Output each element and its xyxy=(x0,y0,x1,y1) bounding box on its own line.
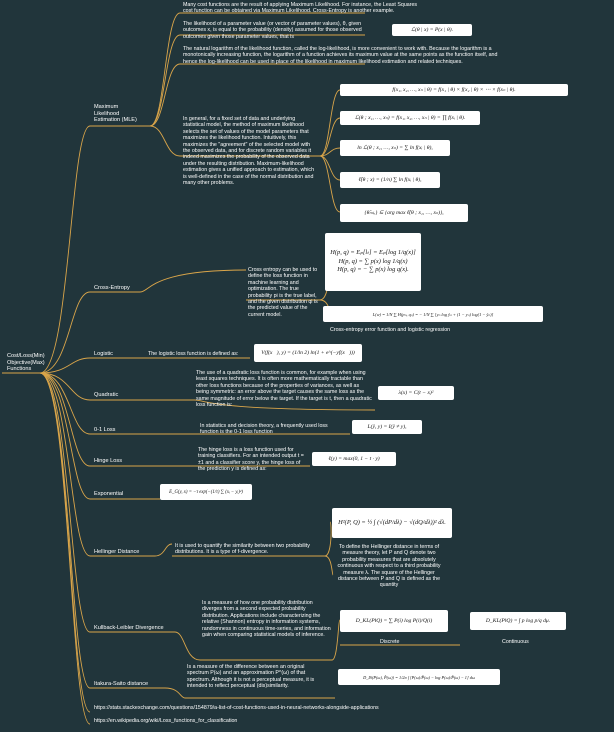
itakura-saito-label: Itakura-Saito distance xyxy=(94,681,149,687)
cross-entropy-caption: Cross-entropy error function and logistic regression xyxy=(330,327,451,333)
root-label: Cost/Loss(Min) Objective(Max) Functions xyxy=(7,353,45,373)
formula-cross-entropy: H(p, q) = Eₚ[lₜ] = Eₚ[log 1/q(x)] H(p, q) = ∑ p(x) log 1/q(x) H(p, q) = − ∑ p(x) log q(x). xyxy=(325,233,421,291)
formula-logistic: V(f(x⃗), y) = (1/ln 2) ln(1 + e^(−yf(x⃗))) xyxy=(254,344,362,362)
itakura-saito-note: Is a measure of the difference between an original spectrum P(ω) and an approximation P^(ω) of that spectrum. Although it is not a perceptual measure, it is intended to reflect perceptual (dis)similarity. xyxy=(187,664,315,690)
kl-discrete-label: Discrete xyxy=(380,639,400,645)
formula-cross-entropy-logistic: L(w) = 1/N ∑ H(pₙ, qₙ) = − 1/N ∑ [yₙ log ŷₙ + (1 − yₙ) log(1 − ŷₙ)] xyxy=(323,306,543,322)
mle-note-likelihood: The likelihood of a parameter value (or vector of parameter values), θ, given outcomes x, is equal to the probability (density) assumed for those observed outcomes given those parameter values, that is xyxy=(183,21,362,40)
formula-quadratic: λ(x) = C(t − x)² xyxy=(378,386,454,400)
zero-one-loss-note: In statistics and decision theory, a frequently used loss function is the 0-1 loss function xyxy=(200,423,328,436)
cross-entropy-note: Cross entropy can be used to define the loss function in machine learning and optimization. The true probability pi is the true label, and the given distribution qi is the predicted value of the current model. xyxy=(248,267,318,318)
mle-note-general: In general, for a fixed set of data and underlying statistical model, the method of maximum likelihood selects the set of values of the model parameters that maximizes the likelihood function. Intuitively, this maximizes the "agreement" of the selected model with the observed data, and for discrete random variables it indeed maximizes the probability of the observed data under the resulting distribution. Maximum-likelihood estimation gives a unified approach to estimation, which is well-defined in the case of the normal distribution and many other problems. xyxy=(183,116,315,187)
formula-exponential: E_G(y, x) = −τ exp(−(1/τ) ∑ (xᵢ − yᵢ)²) xyxy=(160,484,252,500)
hellinger-note-measure-theory: To define the Hellinger distance in terms of measure theory, let P and Q denote two probability measures that are absolutely continuous with respect to a third probability measure λ. The square of the Hellinger distance between P and Q is defined as the quantity xyxy=(337,544,441,589)
quadratic-note: The use of a quadratic loss function is common, for example when using least squares techniques. It is often more mathematically tractable than other loss functions because of the properties of variances, as well as being symmetric: an error above the target causes the same loss as the same magnitude of error below the target. If the target is t, then a quadratic loss function is: xyxy=(196,370,372,409)
mle-label: Maximum Likelihood Estimation (MLE) xyxy=(94,104,137,124)
formula-itakura-saito: D_IS(P(ω), P̂(ω)) = 1/2π ∫ [P(ω)/P̂(ω) − log P(ω)/P̂(ω) − 1] dω xyxy=(338,669,500,685)
formula-kl-discrete: D_KL(P‖Q) = ∑ P(i) log P(i)/Q(i) xyxy=(340,610,448,632)
hellinger-label: Hellinger Distance xyxy=(94,549,140,555)
formula-likelihood: ℒ(θ | x) = P(x | θ). xyxy=(392,24,472,36)
mle-note-cost-functions: Many cost functions are the result of applying Maximum Likelihood. For instance, the Least Squares cost function can be obtained via Maximum Likelihood. Cross-Entropy is another example. xyxy=(183,2,418,15)
hellinger-note: It is used to quantify the similarity between two probability distributions. It is a type of f-divergence. xyxy=(175,543,310,556)
formula-log-likelihood: ln ℒ(θ ; x₁, …, xₙ) = ∑ ln f(xᵢ | θ), xyxy=(340,140,450,156)
logistic-label: Logistic xyxy=(94,351,113,357)
formula-kl-continuous: D_KL(P‖Q) = ∫ p log p/q dμ. xyxy=(470,612,566,630)
kl-continuous-label: Continuous xyxy=(502,639,529,645)
hinge-loss-label: Hinge Loss xyxy=(94,458,122,464)
formula-mle-argmax: {θ̂ₘₗₑ} ⊆ {arg max ℓ̂(θ ; x₁, …, xₙ)}, xyxy=(340,204,468,222)
zero-one-loss-label: 0-1 Loss xyxy=(94,427,116,433)
formula-hellinger: H²(P, Q) = ½ ∫ (√(dP/dλ) − √(dQ/dλ))² dλ. xyxy=(332,508,452,538)
mle-note-log-likelihood: The natural logarithm of the likelihood function, called the log-likelihood, is more convenient to work with. Because the logarithm is a monotonically increasing function, the logarithm of a function achieves its maximum value at the same points as the function itself, and hence the log-likelihood can be used in place of the likelihood in maximum likelihood estimation and related techniques. xyxy=(183,46,498,65)
formula-joint-density: f(x₁, x₂, …, xₙ | θ) = f(x₁ | θ) × f(x₂ | θ) × ⋯ × f(xₙ | θ). xyxy=(340,84,568,96)
logistic-note: The logistic loss function is defined as: xyxy=(148,351,239,357)
exponential-label: Exponential xyxy=(94,491,124,497)
kl-note: Is a measure of how one probability distribution diverges from a second expected probability distribution. Applications include characterizing the relative (Shannon) entropy in information systems, randomness in continuous time-series, and information gain when comparing statistical models of inference. xyxy=(202,600,331,639)
formula-likelihood-product: ℒ(θ ; x₁, …, xₙ) = f(x₁, x₂, …, xₙ | θ) = ∏ f(xᵢ | θ). xyxy=(340,111,480,125)
link-wikipedia[interactable]: https://en.wikipedia.org/wiki/Loss_functions_for_classification xyxy=(94,718,238,724)
formula-zero-one-loss: L(ŷ, y) = I(ŷ ≠ y), xyxy=(352,420,422,434)
kl-label: Kullback-Leibler Divergence xyxy=(94,625,164,631)
hinge-loss-note: The hinge loss is a loss function used for training classifiers. For an intended output t = ±1 and a classifier score y, the hinge loss of the prediction y is defined as: xyxy=(198,447,304,473)
formula-hinge-loss: ℓ(y) = max(0, 1 − t · y) xyxy=(312,452,396,466)
formula-average-log-likelihood: ℓ̂(θ ; x) = (1/n) ∑ ln f(xᵢ | θ), xyxy=(340,172,440,188)
quadratic-label: Quadratic xyxy=(94,392,119,398)
cross-entropy-label: Cross-Entropy xyxy=(94,285,130,291)
link-stackexchange[interactable]: https://stats.stackexchange.com/questions/154879/a-list-of-cost-functions-used-in-neural-networks-alongside-applications xyxy=(94,705,379,711)
